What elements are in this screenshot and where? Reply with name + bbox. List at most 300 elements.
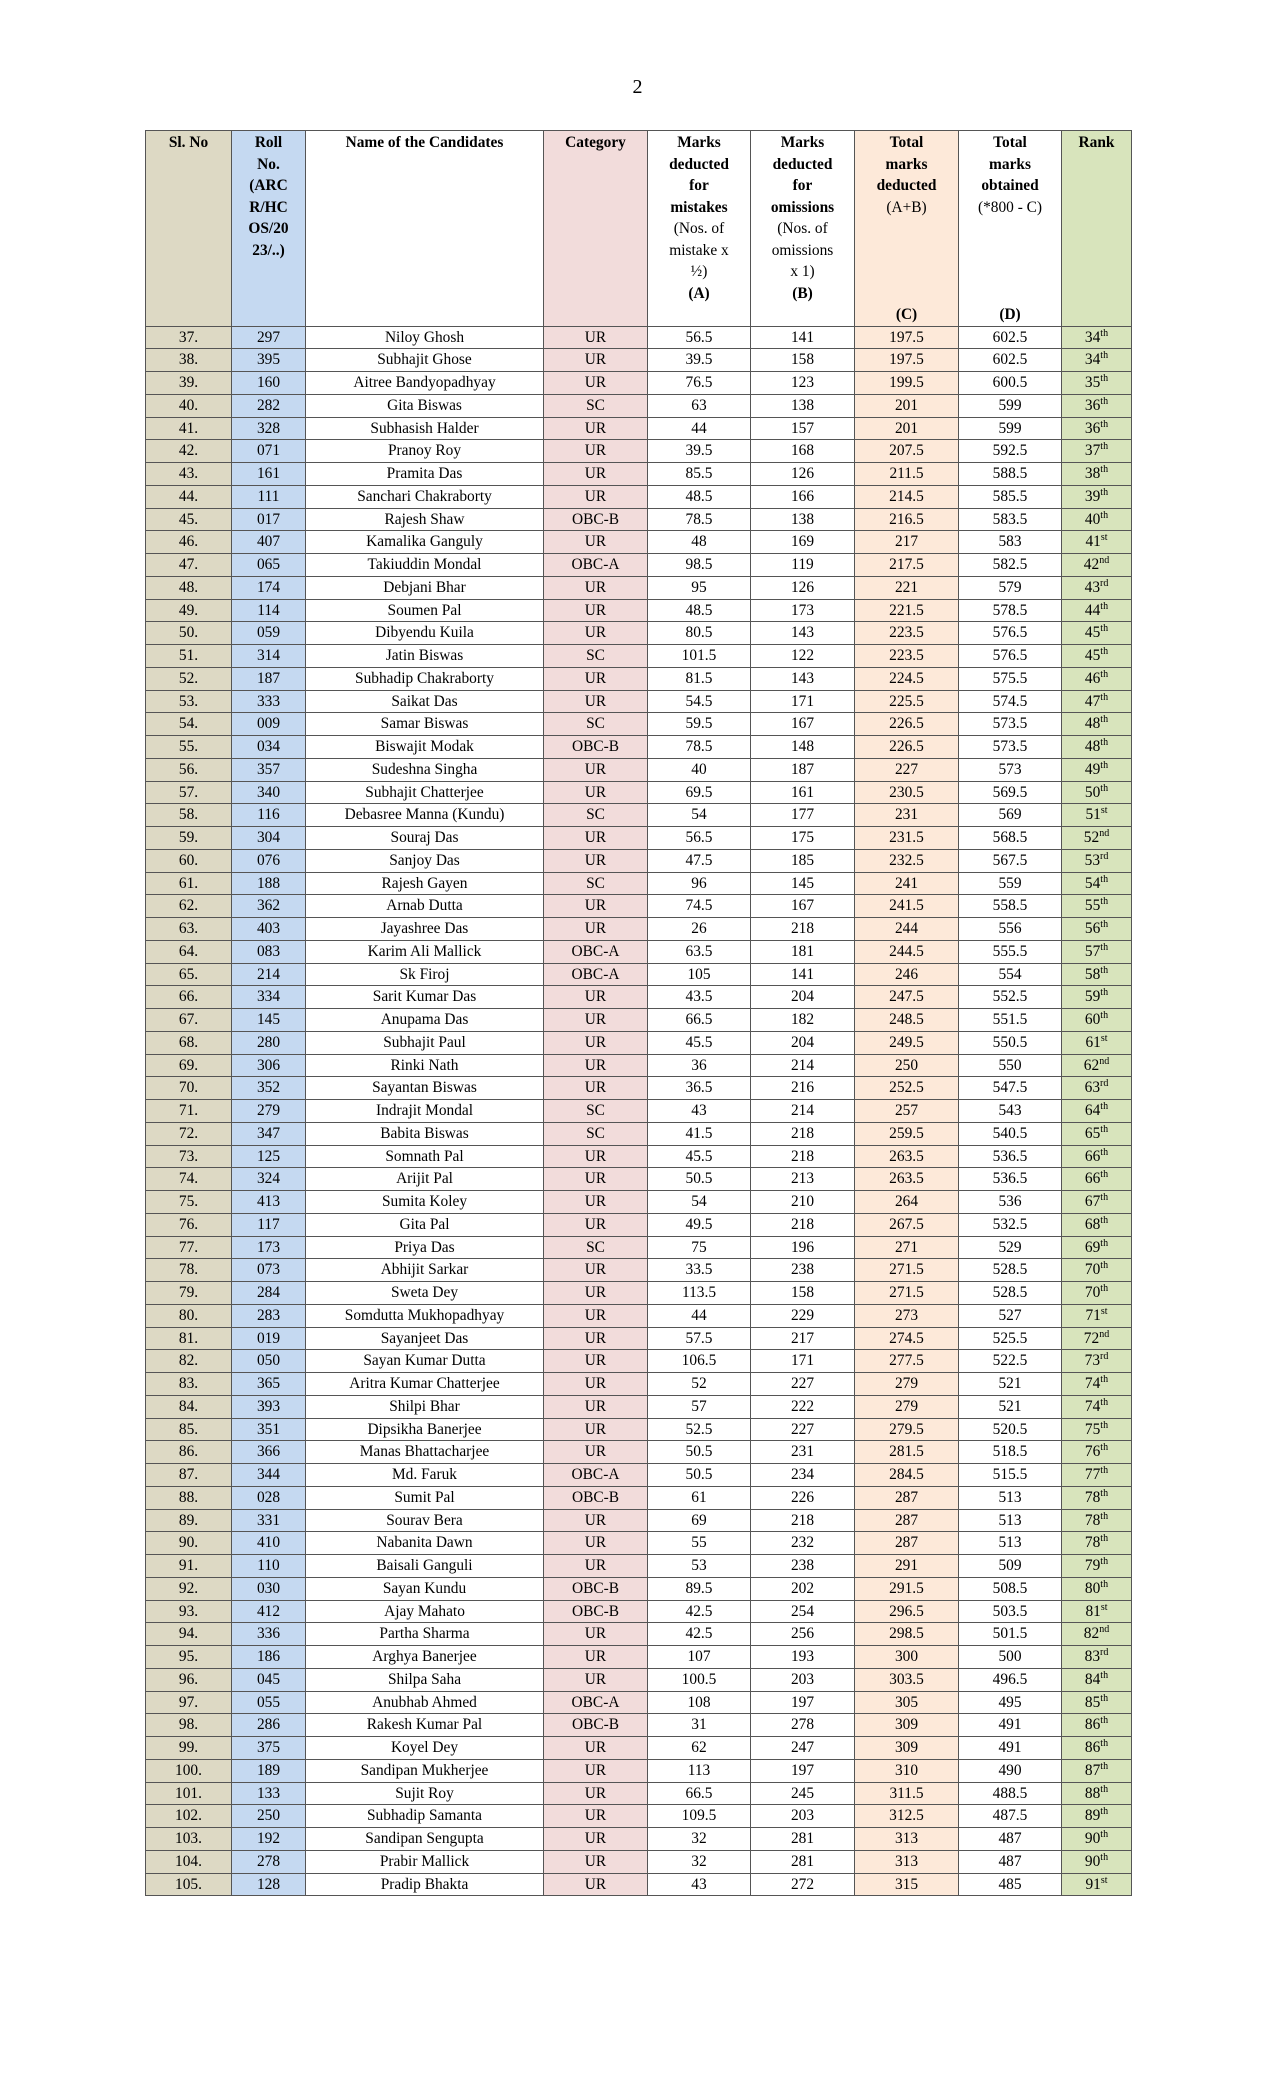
total-deducted-cell: 310: [855, 1759, 959, 1782]
omissions-deduction-cell: 158: [751, 349, 855, 372]
rank-cell: [1062, 1259, 1132, 1282]
rank-cell: [1062, 872, 1132, 895]
sl-no-cell: 40.: [146, 394, 232, 417]
rank-suffix: th: [1100, 486, 1109, 498]
rank-suffix: th: [1100, 1396, 1109, 1408]
category-cell: UR: [544, 1031, 648, 1054]
mistakes-deduction-cell: 26: [648, 918, 751, 941]
rank-suffix: th: [1100, 327, 1109, 339]
category-cell: UR: [544, 1418, 648, 1441]
mistakes-deduction-cell: 50.5: [648, 1464, 751, 1487]
header-sl-no: Sl. No: [146, 131, 232, 327]
rank-suffix: rd: [1100, 850, 1109, 862]
total-obtained-cell: 528.5: [959, 1282, 1062, 1305]
omissions-deduction-cell: 218: [751, 1145, 855, 1168]
mistakes-deduction-cell: 41.5: [648, 1122, 751, 1145]
total-deducted-cell: 279: [855, 1395, 959, 1418]
roll-no-cell: 116: [232, 804, 306, 827]
rank-number: 36: [1084, 419, 1101, 437]
header-line: Marks: [677, 134, 721, 151]
candidate-name-cell: Sudeshna Singha: [306, 758, 544, 781]
total-deducted-cell: 231: [855, 804, 959, 827]
candidate-name-cell: Abhijit Sarkar: [306, 1259, 544, 1282]
total-obtained-cell: 521: [959, 1395, 1062, 1418]
total-obtained-cell: 602.5: [959, 349, 1062, 372]
rank-cell: [1062, 326, 1132, 349]
header-line: marks: [989, 155, 1031, 173]
sl-no-cell: 87.: [146, 1464, 232, 1487]
candidate-name-cell: Subhadip Chakraborty: [306, 667, 544, 690]
roll-no-cell: 279: [232, 1100, 306, 1123]
total-deducted-cell: 313: [855, 1850, 959, 1873]
total-deducted-cell: 226.5: [855, 713, 959, 736]
mistakes-deduction-cell: 42.5: [648, 1600, 751, 1623]
sl-no-cell: 72.: [146, 1122, 232, 1145]
mistakes-deduction-cell: 49.5: [648, 1213, 751, 1236]
category-cell: UR: [544, 372, 648, 395]
candidate-name-cell: Pradip Bhakta: [306, 1873, 544, 1896]
roll-no-cell: 133: [232, 1782, 306, 1805]
mistakes-deduction-cell: 89.5: [648, 1577, 751, 1600]
total-deducted-cell: 252.5: [855, 1077, 959, 1100]
category-cell: UR: [544, 1737, 648, 1760]
rank-suffix: th: [1100, 1237, 1109, 1249]
sl-no-cell: 78.: [146, 1259, 232, 1282]
rank-cell: [1062, 1759, 1132, 1782]
roll-no-cell: 366: [232, 1441, 306, 1464]
table-row: [146, 940, 1132, 963]
table-row: [146, 1737, 1132, 1760]
rank-cell: [1062, 1850, 1132, 1873]
table-row: [146, 372, 1132, 395]
mistakes-deduction-cell: 69.5: [648, 781, 751, 804]
rank-suffix: th: [1100, 759, 1109, 771]
omissions-deduction-cell: 181: [751, 940, 855, 963]
rank-suffix: st: [1100, 1305, 1108, 1317]
table-row: [146, 1259, 1132, 1282]
category-cell: UR: [544, 1850, 648, 1873]
roll-no-cell: 365: [232, 1373, 306, 1396]
total-obtained-cell: 513: [959, 1532, 1062, 1555]
total-deducted-cell: 279.5: [855, 1418, 959, 1441]
omissions-deduction-cell: 171: [751, 690, 855, 713]
mistakes-deduction-cell: 109.5: [648, 1805, 751, 1828]
total-deducted-cell: 271.5: [855, 1259, 959, 1282]
header-line: deducted: [876, 177, 937, 194]
total-obtained-cell: 532.5: [959, 1213, 1062, 1236]
total-deducted-cell: 214.5: [855, 485, 959, 508]
candidate-name-cell: Subhajit Paul: [306, 1031, 544, 1054]
omissions-deduction-cell: 256: [751, 1623, 855, 1646]
sl-no-cell: 54.: [146, 713, 232, 736]
table-row: [146, 895, 1132, 918]
rank-number: 79: [1084, 1557, 1101, 1575]
roll-no-cell: 161: [232, 463, 306, 486]
mistakes-deduction-cell: 50.5: [648, 1441, 751, 1464]
rank-number: 52: [1083, 829, 1100, 847]
table-row: [146, 736, 1132, 759]
category-cell: SC: [544, 645, 648, 668]
rank-number: 89: [1084, 1807, 1101, 1825]
rank-suffix: th: [1100, 873, 1109, 885]
omissions-deduction-cell: 126: [751, 463, 855, 486]
rank-cell: [1062, 1714, 1132, 1737]
candidate-name-cell: Sk Firoj: [306, 963, 544, 986]
header-line: obtained: [981, 177, 1039, 194]
rank-number: 37: [1084, 442, 1101, 460]
rank-suffix: th: [1100, 941, 1109, 953]
sl-no-cell: 61.: [146, 872, 232, 895]
table-row: [146, 1100, 1132, 1123]
roll-no-cell: 331: [232, 1509, 306, 1532]
total-deducted-cell: 221.5: [855, 599, 959, 622]
rank-suffix: th: [1100, 1465, 1109, 1477]
rank-suffix: th: [1100, 623, 1109, 635]
mistakes-deduction-cell: 100.5: [648, 1668, 751, 1691]
header-subline: (Nos. of: [673, 220, 725, 237]
candidate-name-cell: Souraj Das: [306, 827, 544, 850]
candidate-name-cell: Samar Biswas: [306, 713, 544, 736]
header-rank: Rank: [1062, 131, 1132, 327]
roll-no-cell: 160: [232, 372, 306, 395]
total-obtained-cell: 555.5: [959, 940, 1062, 963]
roll-no-cell: 145: [232, 1009, 306, 1032]
sl-no-cell: 51.: [146, 645, 232, 668]
roll-no-cell: 333: [232, 690, 306, 713]
sl-no-cell: 42.: [146, 440, 232, 463]
mistakes-deduction-cell: 48.5: [648, 485, 751, 508]
rank-cell: [1062, 599, 1132, 622]
omissions-deduction-cell: 187: [751, 758, 855, 781]
sl-no-cell: 67.: [146, 1009, 232, 1032]
total-deducted-cell: 284.5: [855, 1464, 959, 1487]
rank-cell: [1062, 1350, 1132, 1373]
total-obtained-cell: 552.5: [959, 986, 1062, 1009]
total-deducted-cell: 291: [855, 1555, 959, 1578]
sl-no-cell: 57.: [146, 781, 232, 804]
table-header-row: [146, 131, 1132, 327]
total-obtained-cell: 513: [959, 1509, 1062, 1532]
sl-no-cell: 49.: [146, 599, 232, 622]
sl-no-cell: 85.: [146, 1418, 232, 1441]
category-cell: UR: [544, 781, 648, 804]
table-row: [146, 1532, 1132, 1555]
rank-number: 90: [1084, 1852, 1101, 1870]
sl-no-cell: 89.: [146, 1509, 232, 1532]
table-row: [146, 1441, 1132, 1464]
rank-cell: [1062, 1031, 1132, 1054]
roll-no-cell: 076: [232, 849, 306, 872]
candidate-name-cell: Anubhab Ahmed: [306, 1691, 544, 1714]
total-obtained-cell: 491: [959, 1714, 1062, 1737]
rank-cell: [1062, 918, 1132, 941]
candidate-name-cell: Subhasish Halder: [306, 417, 544, 440]
mistakes-deduction-cell: 40: [648, 758, 751, 781]
rank-cell: [1062, 758, 1132, 781]
table-row: [146, 1828, 1132, 1851]
total-deducted-cell: 271.5: [855, 1282, 959, 1305]
omissions-deduction-cell: 281: [751, 1850, 855, 1873]
mistakes-deduction-cell: 52: [648, 1373, 751, 1396]
roll-no-cell: 017: [232, 508, 306, 531]
header-roll-line: (ARC: [249, 177, 288, 194]
table-row: [146, 1327, 1132, 1350]
sl-no-cell: 104.: [146, 1850, 232, 1873]
total-deducted-cell: 263.5: [855, 1145, 959, 1168]
mistakes-deduction-cell: 81.5: [648, 667, 751, 690]
header-line: deducted: [772, 155, 833, 173]
omissions-deduction-cell: 203: [751, 1805, 855, 1828]
candidate-name-cell: Saikat Das: [306, 690, 544, 713]
category-cell: UR: [544, 1009, 648, 1032]
candidate-name-cell: Sarit Kumar Das: [306, 986, 544, 1009]
mistakes-deduction-cell: 47.5: [648, 849, 751, 872]
omissions-deduction-cell: 148: [751, 736, 855, 759]
candidate-name-cell: Sanjoy Das: [306, 849, 544, 872]
total-obtained-cell: 576.5: [959, 622, 1062, 645]
total-obtained-cell: 491: [959, 1737, 1062, 1760]
roll-no-cell: 034: [232, 736, 306, 759]
header-roll-line: OS/20: [248, 220, 289, 237]
category-cell: UR: [544, 349, 648, 372]
roll-no-cell: 050: [232, 1350, 306, 1373]
rank-suffix: th: [1100, 1578, 1109, 1590]
rank-cell: [1062, 463, 1132, 486]
total-obtained-cell: 567.5: [959, 849, 1062, 872]
rank-suffix: th: [1100, 1123, 1109, 1135]
mistakes-deduction-cell: 96: [648, 872, 751, 895]
header-subline: x 1): [790, 263, 815, 280]
sl-no-cell: 90.: [146, 1532, 232, 1555]
rank-cell: [1062, 1782, 1132, 1805]
omissions-deduction-cell: 218: [751, 1122, 855, 1145]
table-row: [146, 1805, 1132, 1828]
rank-cell: [1062, 1282, 1132, 1305]
rank-cell: [1062, 963, 1132, 986]
header-line: Total: [993, 134, 1027, 151]
category-cell: UR: [544, 417, 648, 440]
omissions-deduction-cell: 169: [751, 531, 855, 554]
total-obtained-cell: 496.5: [959, 1668, 1062, 1691]
sl-no-cell: 59.: [146, 827, 232, 850]
mistakes-deduction-cell: 57: [648, 1395, 751, 1418]
table-row: [146, 463, 1132, 486]
candidate-name-cell: Jatin Biswas: [306, 645, 544, 668]
total-deducted-cell: 224.5: [855, 667, 959, 690]
rank-cell: [1062, 1486, 1132, 1509]
category-cell: UR: [544, 1168, 648, 1191]
table-row: [146, 1873, 1132, 1896]
mistakes-deduction-cell: 76.5: [648, 372, 751, 395]
category-cell: UR: [544, 622, 648, 645]
category-cell: OBC-B: [544, 508, 648, 531]
rank-suffix: st: [1100, 1032, 1108, 1044]
omissions-deduction-cell: 278: [751, 1714, 855, 1737]
roll-no-cell: 413: [232, 1191, 306, 1214]
header-roll-line: 23/..): [252, 241, 285, 259]
header-subline: ½): [690, 263, 708, 280]
total-obtained-cell: 485: [959, 1873, 1062, 1896]
roll-no-cell: 362: [232, 895, 306, 918]
rank-number: 53: [1084, 851, 1101, 869]
roll-no-cell: 188: [232, 872, 306, 895]
omissions-deduction-cell: 227: [751, 1373, 855, 1396]
rank-cell: [1062, 736, 1132, 759]
mistakes-deduction-cell: 44: [648, 1304, 751, 1327]
rank-number: 71: [1085, 1306, 1101, 1324]
omissions-deduction-cell: 197: [751, 1759, 855, 1782]
rank-cell: [1062, 349, 1132, 372]
candidate-name-cell: Sayan Kundu: [306, 1577, 544, 1600]
rank-suffix: th: [1100, 464, 1109, 476]
total-obtained-cell: 583: [959, 531, 1062, 554]
table-row: [146, 554, 1132, 577]
total-obtained-cell: 559: [959, 872, 1062, 895]
omissions-deduction-cell: 218: [751, 1509, 855, 1532]
rank-suffix: th: [1100, 1442, 1109, 1454]
category-cell: UR: [544, 1668, 648, 1691]
roll-no-cell: 412: [232, 1600, 306, 1623]
category-cell: UR: [544, 1327, 648, 1350]
rank-number: 75: [1084, 1420, 1101, 1438]
candidate-name-cell: Arijit Pal: [306, 1168, 544, 1191]
candidate-name-cell: Subhadip Samanta: [306, 1805, 544, 1828]
rank-number: 50: [1084, 783, 1101, 801]
total-obtained-cell: 536.5: [959, 1168, 1062, 1191]
category-cell: UR: [544, 986, 648, 1009]
mistakes-deduction-cell: 107: [648, 1646, 751, 1669]
rank-number: 65: [1084, 1124, 1101, 1142]
table-row: [146, 349, 1132, 372]
rank-suffix: th: [1100, 646, 1109, 658]
rank-number: 42: [1083, 556, 1100, 574]
rank-suffix: th: [1100, 1101, 1109, 1113]
rank-cell: [1062, 781, 1132, 804]
table-row: [146, 667, 1132, 690]
rank-suffix: th: [1100, 509, 1109, 521]
mistakes-deduction-cell: 53: [648, 1555, 751, 1578]
mistakes-deduction-cell: 43: [648, 1100, 751, 1123]
sl-no-cell: 43.: [146, 463, 232, 486]
rank-number: 78: [1084, 1488, 1101, 1506]
omissions-deduction-cell: 231: [751, 1441, 855, 1464]
results-table: [145, 130, 1132, 1896]
table-row: [146, 485, 1132, 508]
category-cell: UR: [544, 531, 648, 554]
table-row: [146, 1122, 1132, 1145]
roll-no-cell: 351: [232, 1418, 306, 1441]
candidate-name-cell: Pranoy Roy: [306, 440, 544, 463]
total-obtained-cell: 574.5: [959, 690, 1062, 713]
header-line: Total: [889, 134, 924, 151]
table-row: [146, 1054, 1132, 1077]
category-cell: UR: [544, 849, 648, 872]
rank-number: 62: [1083, 1056, 1100, 1074]
header-line: omissions: [770, 198, 835, 216]
total-deducted-cell: 287: [855, 1509, 959, 1532]
omissions-deduction-cell: 168: [751, 440, 855, 463]
total-obtained-cell: 592.5: [959, 440, 1062, 463]
category-cell: UR: [544, 1145, 648, 1168]
roll-no-cell: 282: [232, 394, 306, 417]
rank-suffix: th: [1100, 1783, 1109, 1795]
mistakes-deduction-cell: 57.5: [648, 1327, 751, 1350]
header-roll-line: R/HC: [249, 198, 288, 216]
total-obtained-cell: 583.5: [959, 508, 1062, 531]
rank-suffix: th: [1100, 1692, 1109, 1704]
rank-number: 69: [1084, 1238, 1101, 1256]
total-obtained-cell: 503.5: [959, 1600, 1062, 1623]
rank-number: 66: [1084, 1147, 1101, 1165]
rank-number: 81: [1085, 1602, 1101, 1620]
candidate-name-cell: Biswajit Modak: [306, 736, 544, 759]
rank-number: 35: [1084, 374, 1101, 392]
omissions-deduction-cell: 217: [751, 1327, 855, 1350]
omissions-deduction-cell: 226: [751, 1486, 855, 1509]
roll-no-cell: 347: [232, 1122, 306, 1145]
rank-suffix: nd: [1099, 828, 1110, 840]
total-deducted-cell: 274.5: [855, 1327, 959, 1350]
category-cell: UR: [544, 1213, 648, 1236]
rank-suffix: th: [1100, 1669, 1109, 1681]
candidate-name-cell: Arnab Dutta: [306, 895, 544, 918]
total-deducted-cell: 226.5: [855, 736, 959, 759]
candidate-name-cell: Shilpi Bhar: [306, 1395, 544, 1418]
rank-number: 46: [1084, 669, 1101, 687]
header-mistakes: [648, 131, 751, 327]
roll-no-cell: 125: [232, 1145, 306, 1168]
sl-no-cell: 91.: [146, 1555, 232, 1578]
sl-no-cell: 71.: [146, 1100, 232, 1123]
rank-cell: [1062, 1100, 1132, 1123]
mistakes-deduction-cell: 56.5: [648, 326, 751, 349]
rank-number: 39: [1084, 487, 1101, 505]
total-deducted-cell: 230.5: [855, 781, 959, 804]
category-cell: UR: [544, 1054, 648, 1077]
total-obtained-cell: 525.5: [959, 1327, 1062, 1350]
candidate-name-cell: Md. Faruk: [306, 1464, 544, 1487]
mistakes-deduction-cell: 69: [648, 1509, 751, 1532]
total-deducted-cell: 313: [855, 1828, 959, 1851]
total-deducted-cell: 201: [855, 394, 959, 417]
mistakes-deduction-cell: 62: [648, 1737, 751, 1760]
mistakes-deduction-cell: 75: [648, 1236, 751, 1259]
roll-no-cell: 297: [232, 326, 306, 349]
rank-cell: [1062, 576, 1132, 599]
table-row: [146, 1600, 1132, 1623]
candidate-name-cell: Subhajit Ghose: [306, 349, 544, 372]
total-deducted-cell: 223.5: [855, 622, 959, 645]
omissions-deduction-cell: 232: [751, 1532, 855, 1555]
rank-cell: [1062, 1009, 1132, 1032]
rank-number: 87: [1084, 1761, 1101, 1779]
roll-no-cell: 357: [232, 758, 306, 781]
sl-no-cell: 63.: [146, 918, 232, 941]
sl-no-cell: 100.: [146, 1759, 232, 1782]
rank-number: 41: [1085, 533, 1101, 551]
table-row: [146, 1759, 1132, 1782]
rank-number: 77: [1084, 1466, 1101, 1484]
omissions-deduction-cell: 204: [751, 1031, 855, 1054]
sl-no-cell: 60.: [146, 849, 232, 872]
rank-suffix: nd: [1099, 555, 1110, 567]
sl-no-cell: 102.: [146, 1805, 232, 1828]
table-row: [146, 1714, 1132, 1737]
rank-cell: [1062, 1805, 1132, 1828]
candidate-name-cell: Aitree Bandyopadhyay: [306, 372, 544, 395]
sl-no-cell: 77.: [146, 1236, 232, 1259]
sl-no-cell: 99.: [146, 1737, 232, 1760]
